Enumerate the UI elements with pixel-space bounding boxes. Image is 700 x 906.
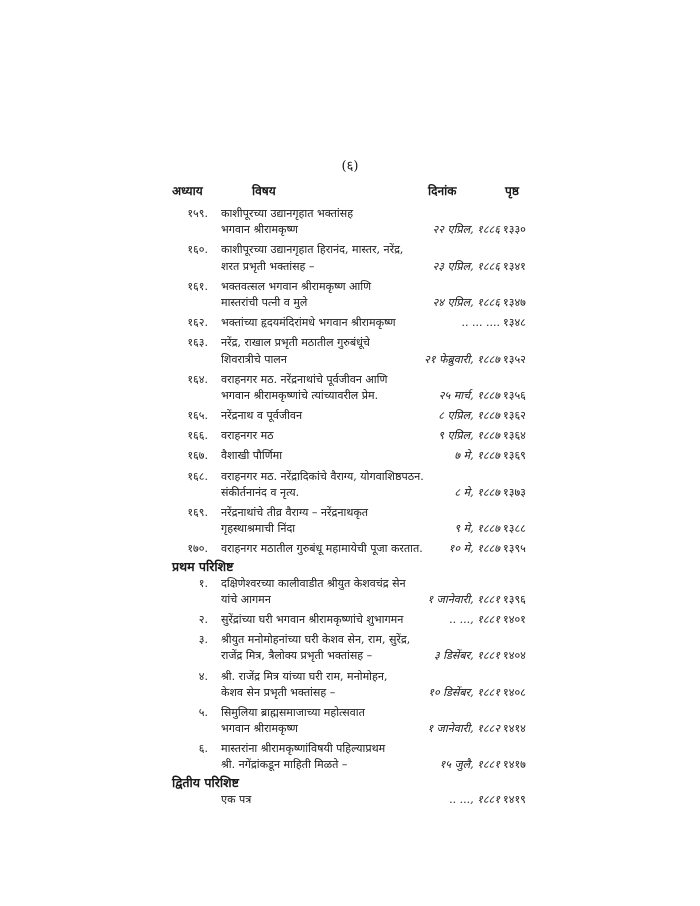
chapter-number: १६४. (187, 372, 208, 386)
chapter-subject: वराहनगर मठातील गुरुबंधू महामायेची पूजा करतात. (221, 542, 423, 556)
chapter-date: .. ..., १८८१ (449, 792, 500, 806)
chapter-page: १४०१ (503, 612, 526, 626)
header-chapter: अध्याय (172, 184, 203, 198)
chapter-date: ३ डिसेंबर, १८८१ (433, 649, 500, 663)
page-number: (६) (341, 159, 359, 174)
contents-row (0, 505, 700, 521)
chapter-page: १३९५ (503, 542, 526, 556)
chapter-subject: संकीर्तनानंद व नृत्य. (221, 485, 300, 499)
chapter-number: १६०. (187, 243, 208, 257)
chapter-page: १३६४ (503, 429, 526, 443)
chapter-date: ९ एप्रिल, १८८७ (438, 429, 500, 443)
contents-row (0, 705, 700, 721)
chapter-number: १७०. (187, 542, 208, 556)
chapter-number: ६. (198, 742, 208, 756)
contents-row (0, 295, 700, 311)
chapter-page: १४१४ (503, 722, 526, 736)
chapter-page: १४०८ (503, 685, 526, 699)
chapter-subject: गृहस्थाश्रमाची निंदा (221, 522, 296, 536)
chapter-number: १६५. (187, 409, 208, 423)
chapter-date: २३ एप्रिल, १८८६ (432, 259, 500, 273)
chapter-subject: वराहनगर मठ. नरेंद्रादिकांचे वैराग्य, योगवाशिष्ठपठन. (221, 469, 424, 483)
chapter-date: ८ मे, १८८७ (454, 485, 500, 499)
chapter-page: १४०४ (503, 649, 526, 663)
contents-row (0, 632, 700, 648)
section-heading-row (0, 774, 700, 792)
chapter-date: .. ... .... (461, 316, 500, 330)
chapter-page: १३६९ (503, 449, 526, 463)
chapter-date: .. ..., १८८१ (449, 612, 500, 626)
chapter-date: ७ मे, १८८७ (454, 449, 500, 463)
chapter-number: १६९. (187, 506, 208, 519)
chapter-number: ३. (198, 633, 208, 647)
chapter-subject: वैशाखी पौर्णिमा (221, 449, 283, 463)
chapter-subject: मास्तरांना श्रीरामकृष्णांविषयी पहिल्याप्रथम (221, 742, 386, 756)
chapter-number: ४. (198, 669, 208, 683)
contents-row (0, 352, 700, 368)
chapter-subject: वराहनगर मठ (221, 429, 274, 443)
contents-row (0, 669, 700, 685)
contents-row (0, 408, 700, 424)
contents-row (0, 206, 700, 222)
contents-row (0, 541, 700, 557)
contents-row (0, 685, 700, 701)
chapter-page: १३४७ (503, 295, 526, 309)
chapter-date: २४ एप्रिल, १८८६ (432, 295, 500, 309)
contents-row (0, 792, 700, 808)
contents-row (0, 428, 700, 444)
chapter-subject: नरेंद्र, राखाल प्रभृती मठातील गुरुबंधूंचे (221, 336, 370, 350)
header-subject: विषय (252, 184, 276, 198)
header-date: दिनांक (428, 184, 457, 198)
contents-row (0, 388, 700, 404)
chapter-page: १३९६ (503, 592, 526, 606)
chapter-number: १६२. (187, 316, 208, 330)
contents-row (0, 279, 700, 295)
chapter-subject: एक पत्र (221, 792, 252, 806)
contents-list (0, 206, 700, 808)
chapter-subject: भक्तांच्या हृदयमंदिरांमधे भगवान श्रीरामकृष्ण (221, 316, 396, 330)
chapter-subject: काशीपूरच्या उद्यानगृहात भक्तांसह (221, 207, 354, 220)
chapter-subject: श्री. नगेंद्रांकडून माहिती मिळते – (221, 758, 348, 772)
chapter-subject: शिवरात्रीचे पालन (221, 352, 287, 366)
chapter-subject: मास्तरांची पत्नी व मुले (221, 295, 308, 309)
contents-row (0, 242, 700, 258)
contents-row (0, 485, 700, 501)
chapter-date: १० मे, १८८७ (448, 542, 500, 556)
chapter-page: १४१७ (503, 758, 526, 772)
chapter-page: १३६२ (503, 409, 526, 423)
chapter-number: १६८. (187, 469, 208, 483)
chapter-subject: सिमुलिया ब्राह्मसमाजाच्या महोत्सवात (221, 705, 365, 719)
contents-row (0, 741, 700, 757)
chapter-number: ५. (198, 705, 208, 719)
chapter-subject: सुरेंद्रांच्या घरी भगवान श्रीरामकृष्णांचे शुभागमन (221, 612, 404, 626)
chapter-number: १. (198, 576, 208, 590)
chapter-number: १६३. (187, 336, 208, 350)
chapter-date: १५ जुलै, १८८१ (439, 758, 500, 772)
chapter-page: १३३० (503, 223, 526, 237)
chapter-page: १३७३ (503, 485, 526, 499)
section-heading: द्वितीय परिशिष्ट (172, 774, 239, 790)
contents-row (0, 372, 700, 388)
chapter-subject: नरेंद्रनाथांचे तीव्र वैराग्य – नरेंद्रनाथकृत (221, 506, 369, 519)
contents-row (0, 222, 700, 238)
contents-row (0, 521, 700, 537)
chapter-date: ९ मे, १८८७ (454, 522, 500, 536)
chapter-page: १४१९ (503, 792, 526, 806)
chapter-number: १५९. (187, 207, 208, 220)
chapter-date: १ जानेवारी, १८८१ (427, 592, 500, 606)
chapter-subject: नरेंद्रनाथ व पूर्वजीवन (221, 409, 303, 423)
chapter-page: १३५६ (503, 388, 526, 402)
contents-row (0, 592, 700, 608)
chapter-subject: भगवान श्रीरामकृष्णांचे त्यांच्यावरील प्रेम. (221, 388, 379, 402)
chapter-page: १३८८ (503, 522, 526, 536)
contents-row (0, 576, 700, 592)
chapter-subject: भगवान श्रीरामकृष्ण (221, 722, 298, 736)
chapter-subject: शरत प्रभृती भक्तांसह – (221, 259, 315, 273)
chapter-number: १६६. (187, 429, 208, 443)
chapter-date: ८ एप्रिल, १८८७ (438, 409, 500, 423)
chapter-page: १३४१ (503, 259, 526, 273)
contents-row (0, 469, 700, 485)
chapter-date: २५ मार्च, १८८७ (438, 388, 500, 402)
contents-row (0, 315, 700, 331)
contents-row (0, 721, 700, 737)
chapter-subject: वराहनगर मठ. नरेंद्रनाथांचे पूर्वजीवन आणि (221, 372, 388, 386)
chapter-subject: काशीपूरच्या उद्यानगृहात हिरानंद, मास्तर, नरेंद्र, (221, 243, 404, 257)
chapter-subject: दक्षिणेश्वरच्या कालीवाडीत श्रीयुत केशवचंद्र सेन (221, 576, 406, 590)
contents-row (0, 648, 700, 664)
chapter-page: १३४८ (503, 316, 526, 330)
chapter-date: २२ एप्रिल, १८८६ (432, 223, 500, 237)
contents-row (0, 259, 700, 275)
chapter-subject: भक्तवत्सल भगवान श्रीरामकृष्ण आणि (221, 279, 372, 293)
contents-row (0, 448, 700, 464)
chapter-subject: भगवान श्रीरामकृष्ण (221, 223, 298, 237)
chapter-date: १ जानेवारी, १८८२ (427, 722, 500, 736)
chapter-number: २. (198, 612, 208, 626)
chapter-page: १३५२ (503, 352, 526, 366)
chapter-subject: श्री. राजेंद्र मित्र यांच्या घरी राम, मनोमोहन, (221, 669, 388, 683)
chapter-subject: राजेंद्र मित्र, त्रैलोक्य प्रभृती भक्तांसह – (221, 649, 373, 663)
chapter-date: १० डिसेंबर, १८८१ (428, 685, 500, 699)
chapter-subject: केशव सेन प्रभृती भक्तांसह – (221, 685, 336, 699)
header-page: पृष्ठ (505, 184, 519, 198)
contents-row (0, 757, 700, 773)
section-heading-row (0, 558, 700, 576)
chapter-date: २१ फेब्रुवारी, १८८७ (424, 352, 500, 366)
section-heading: प्रथम परिशिष्ट (172, 558, 234, 574)
chapter-subject: यांचे आगमन (221, 592, 271, 606)
chapter-subject: श्रीयुत मनोमोहनांच्या घरी केशव सेन, राम, सुरेंद्र, (221, 633, 411, 647)
chapter-number: १६१. (187, 279, 208, 293)
contents-row (0, 612, 700, 628)
contents-row (0, 335, 700, 351)
chapter-number: १६७. (187, 449, 208, 463)
